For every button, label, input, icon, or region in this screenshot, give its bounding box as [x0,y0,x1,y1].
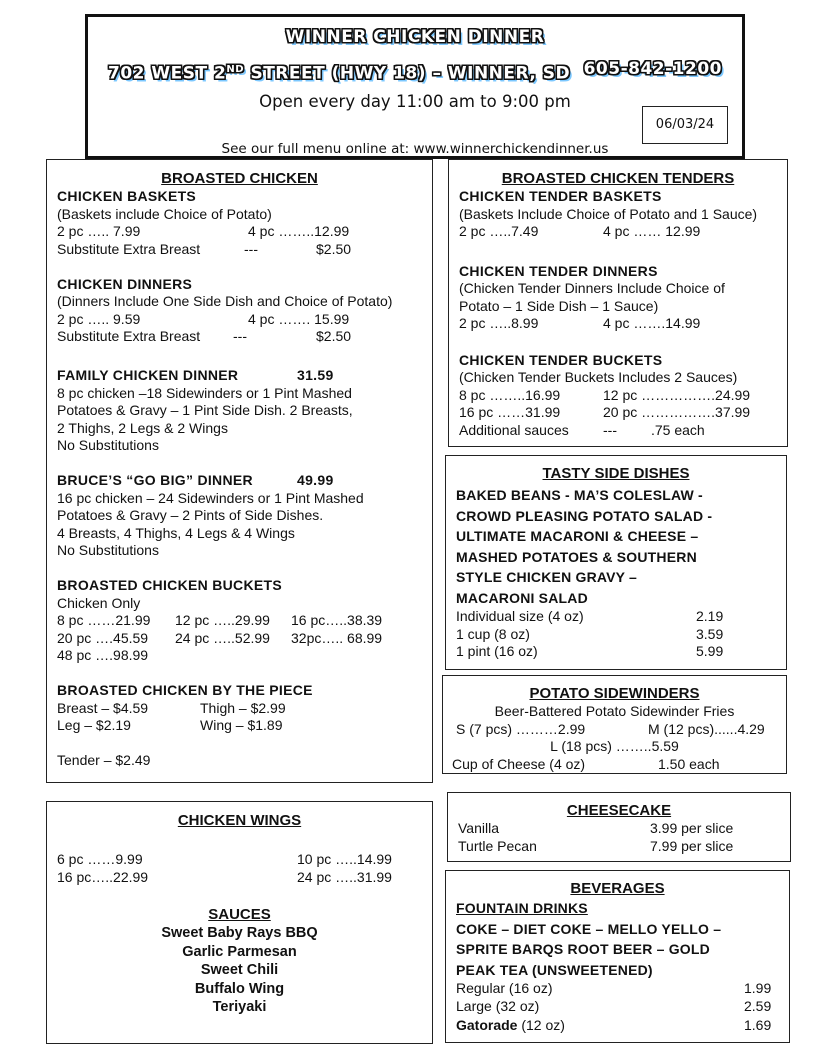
side-size-row: 1 pint (16 oz) 5.99 [456,643,724,659]
price-row: L (18 pcs) ……..5.59 [550,738,679,754]
price-row: 16 pc ……31.99 20 pc …………….37.99 [459,404,751,420]
tender-buckets-title: CHICKEN TENDER BUCKETS [459,351,663,368]
tender-baskets-note: (Baskets Include Choice of Potato and 1 Sauce) [459,205,758,222]
family-dinner-line: No Substitutions [57,437,159,453]
sidewinders-section [442,675,787,774]
side-dish-line: ULTIMATE MACARONI & CHEESE – [456,528,699,544]
side-dish-line: BAKED BEANS - MA’S COLESLAW - [456,487,703,503]
price-row: Leg – $2.19 Wing – $1.89 [57,717,283,733]
side-dish-line: CROWD PLEASING POTATO SALAD - [456,507,713,524]
section-title: BROASTED CHICKEN [161,170,318,187]
opening-hours: Open every day 11:00 am to 9:00 pm [259,92,571,111]
cheese-row: Cup of Cheese (4 oz) 1.50 each [452,755,720,772]
section-title: CHEESECAKE [566,802,672,819]
fountain-drink-line: SPRITE BARQS ROOT BEER – GOLD [456,941,710,957]
buckets-title: BROASTED CHICKEN BUCKETS [57,577,282,593]
fountain-drinks-title: FOUNTAIN DRINKS [456,900,588,916]
restaurant-address: 702 WEST 2ND STREET (HWY 18) – WINNER, SD [108,63,571,84]
sauce-item: Teriyaki [212,999,267,1015]
tender-buckets-note: (Chicken Tender Buckets Includes 2 Sauces) [459,369,738,385]
restaurant-phone: 605-842-1200 [583,59,722,79]
website-note: See our full menu online at: www.winnerchickendinner.us [221,141,609,157]
restaurant-name: WINNER CHICKEN DINNER [285,27,545,47]
sidewinders-description: Beer-Battered Potato Sidewinder Fries [494,703,735,719]
restaurant-header [85,14,745,159]
side-size-row: 1 cup (8 oz) 3.59 [456,625,724,642]
family-dinner-title: FAMILY CHICKEN DINNER 31.59 [57,367,334,383]
price-row: 2 pc …..7.49 4 pc …… 12.99 [459,223,701,239]
fountain-drink-line: COKE – DIET COKE – MELLO YELLO – [456,920,722,937]
drink-size-row: Large (32 oz) 2.59 [456,997,772,1014]
cheesecake-row: Turtle Pecan 7.99 per slice [458,837,734,854]
tender-baskets-title: CHICKEN TENDER BASKETS [459,188,662,204]
chicken-tenders-section [448,159,788,447]
drink-size-row: Regular (16 oz) 1.99 [456,980,772,996]
buckets-note: Chicken Only [57,594,141,611]
price-row: 20 pc ….45.59 24 pc …..52.99 32pc….. 68.99 [57,629,383,646]
price-row: 2 pc …..8.99 4 pc …….14.99 [459,315,701,331]
gatorade-row: Gatorade (12 oz) 1.69 [456,1017,772,1033]
go-big-dinner-title: BRUCE’S “GO BIG” DINNER 49.99 [57,472,334,488]
price-row: 16 pc…..22.99 24 pc …..31.99 [57,868,392,885]
go-big-dinner-line: No Substitutions [57,542,159,558]
sauces-title: SAUCES [208,906,271,923]
go-big-dinner-line: 16 pc chicken – 24 Sidewinders or 1 Pint Mashed [57,489,364,506]
chicken-wings-section [46,801,433,1044]
price-row: Breast – $4.59 Thigh – $2.99 [57,699,286,716]
section-title: BEVERAGES [570,880,665,897]
side-size-row: Individual size (4 oz) 2.19 [456,608,724,624]
substitute-row: Substitute Extra Breast --- $2.50 [57,328,352,344]
price-row: 6 pc ……9.99 10 pc …..14.99 [57,851,392,867]
tender-dinners-note: Potato – 1 Side Dish – 1 Sauce) [459,297,659,314]
sauce-item: Sweet Baby Rays BBQ [161,925,318,941]
chicken-dinners-title: CHICKEN DINNERS [57,275,193,292]
tender-dinners-note: (Chicken Tender Dinners Include Choice of [459,280,725,296]
beverages-section [445,870,790,1043]
price-row: 8 pc ……..16.99 12 pc …………….24.99 [459,386,751,403]
section-title: POTATO SIDEWINDERS [529,685,700,702]
cheesecake-section [447,792,791,862]
price-row: 48 pc ….98.99 [57,647,149,663]
by-the-piece-title: BROASTED CHICKEN BY THE PIECE [57,682,313,698]
side-dish-line: MACARONI SALAD [456,589,588,606]
section-title: TASTY SIDE DISHES [542,465,690,482]
family-dinner-line: Potatoes & Gravy – 1 Pint Side Dish. 2 Breasts, [57,402,353,418]
chicken-baskets-note: (Baskets include Choice of Potato) [57,205,272,222]
tender-piece-price: Tender – $2.49 [57,752,151,768]
substitute-row: Substitute Extra Breast --- $2.50 [57,240,352,257]
section-title: BROASTED CHICKEN TENDERS [501,170,735,187]
broasted-chicken-section [46,159,433,783]
go-big-dinner-line: Potatoes & Gravy – 2 Pints of Side Dishes. [57,507,324,523]
menu-date: 06/03/24 [642,106,728,144]
cheesecake-row: Vanilla 3.99 per slice [458,820,734,836]
chicken-dinners-note: (Dinners Include One Side Dish and Choice of Potato) [57,293,393,309]
side-dishes-section [445,455,787,670]
chicken-baskets-title: CHICKEN BASKETS [57,188,197,204]
price-row: 2 pc ….. 9.59 4 pc ……. 15.99 [57,310,350,327]
sauce-item: Sweet Chili [200,962,279,978]
price-row: S (7 pcs) ………2.99 M (12 pcs)......4.29 [456,720,765,737]
sauce-item: Buffalo Wing [194,980,285,997]
section-title: CHICKEN WINGS [177,812,302,829]
side-dish-line: STYLE CHICKEN GRAVY – [456,569,638,585]
family-dinner-line: 8 pc chicken –18 Sidewinders or 1 Pint Mashed [57,384,352,401]
sauce-item: Garlic Parmesan [182,943,297,960]
tender-dinners-title: CHICKEN TENDER DINNERS [459,262,658,279]
additional-sauces-row: Additional sauces --- .75 each [459,421,705,438]
family-dinner-line: 2 Thighs, 2 Legs & 2 Wings [57,419,228,436]
fountain-drink-line: PEAK TEA (UNSWEETENED) [456,961,653,978]
price-row: 8 pc ……21.99 12 pc …..29.99 16 pc…..38.39 [57,612,383,628]
side-dish-line: MASHED POTATOES & SOUTHERN [456,548,697,565]
go-big-dinner-line: 4 Breasts, 4 Thighs, 4 Legs & 4 Wings [57,524,295,541]
price-row: 2 pc ….. 7.99 4 pc ……..12.99 [57,223,350,239]
